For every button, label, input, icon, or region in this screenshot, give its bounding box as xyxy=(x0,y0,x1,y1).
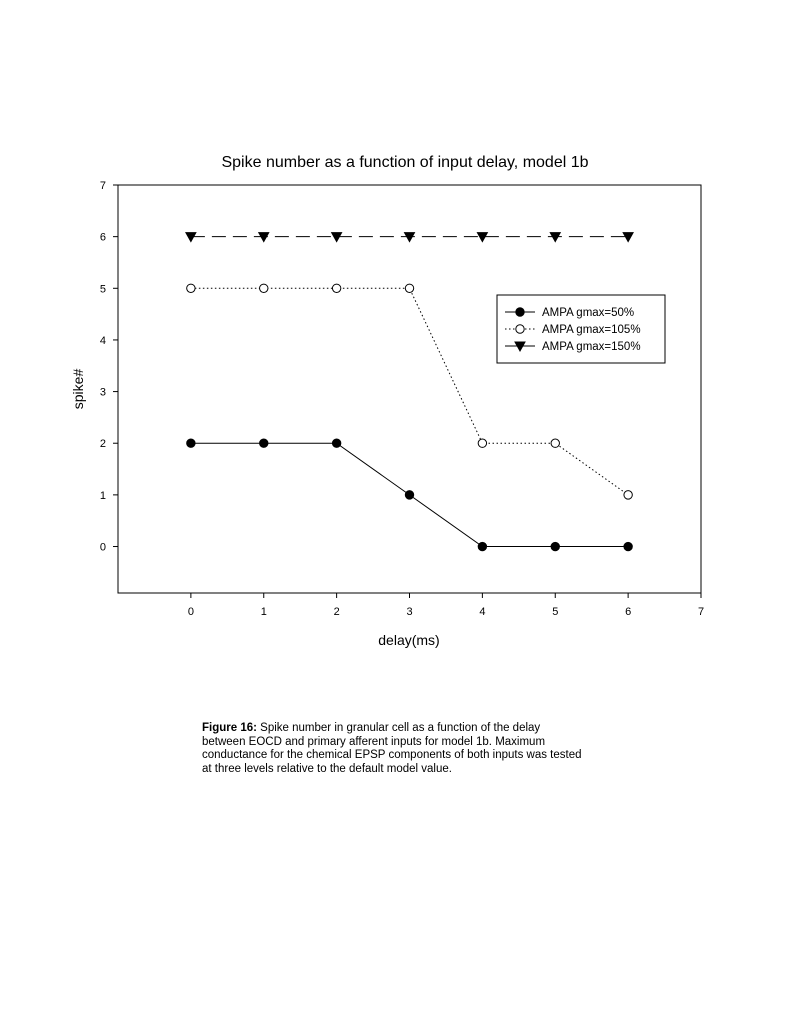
data-point xyxy=(624,491,632,499)
data-point xyxy=(405,284,413,292)
legend-marker xyxy=(516,325,524,333)
data-point xyxy=(478,542,486,550)
x-tick-label: 4 xyxy=(479,606,486,618)
x-tick-label: 2 xyxy=(333,606,340,618)
x-tick-label: 7 xyxy=(697,606,705,618)
legend-entry: AMPA gmax=105% xyxy=(542,324,641,336)
x-tick-label: 5 xyxy=(552,606,559,618)
data-point xyxy=(332,284,340,292)
x-tick-label: 6 xyxy=(625,606,632,618)
x-tick-label: 1 xyxy=(260,606,267,618)
data-point xyxy=(260,284,268,292)
y-tick-label: 5 xyxy=(99,283,106,296)
data-point xyxy=(551,439,559,447)
legend xyxy=(497,295,665,363)
data-point xyxy=(187,439,195,447)
legend-entry: AMPA gmax=50% xyxy=(542,307,635,319)
data-point xyxy=(478,439,486,447)
caption-label: Figure 16: xyxy=(202,722,257,734)
y-tick-label: 0 xyxy=(99,541,106,554)
x-tick-label: 3 xyxy=(406,606,413,618)
series-3 xyxy=(186,233,633,242)
y-tick-label: 6 xyxy=(99,231,106,244)
caption-text: Spike number in granular cell as a function of the delay between EOCD and primary afferent inputs for model 1b. Maximum conductance for the chemical EPSP components of both inputs was tested at three levels relative to the default model value. xyxy=(202,722,582,775)
y-axis-label: spike# xyxy=(70,368,86,410)
legend-entry: AMPA gmax=150% xyxy=(542,341,641,353)
series-1 xyxy=(187,439,633,551)
y-tick-label: 3 xyxy=(99,386,106,399)
plot-frame xyxy=(118,185,701,593)
y-tick-label: 7 xyxy=(99,180,106,192)
figure-caption xyxy=(202,722,582,776)
data-point xyxy=(405,491,413,499)
y-tick-label: 4 xyxy=(99,334,106,347)
data-point xyxy=(551,542,559,550)
chart-title: Spike number as a function of input delay, model 1b xyxy=(221,154,589,171)
y-tick-label: 2 xyxy=(99,438,106,451)
x-tick-label: 0 xyxy=(187,606,194,618)
legend-marker xyxy=(516,308,524,316)
data-point xyxy=(260,439,268,447)
x-axis-label: delay(ms) xyxy=(378,632,440,648)
y-tick-label: 1 xyxy=(99,489,106,502)
data-point xyxy=(332,439,340,447)
data-point xyxy=(187,284,195,292)
data-point xyxy=(624,542,632,550)
